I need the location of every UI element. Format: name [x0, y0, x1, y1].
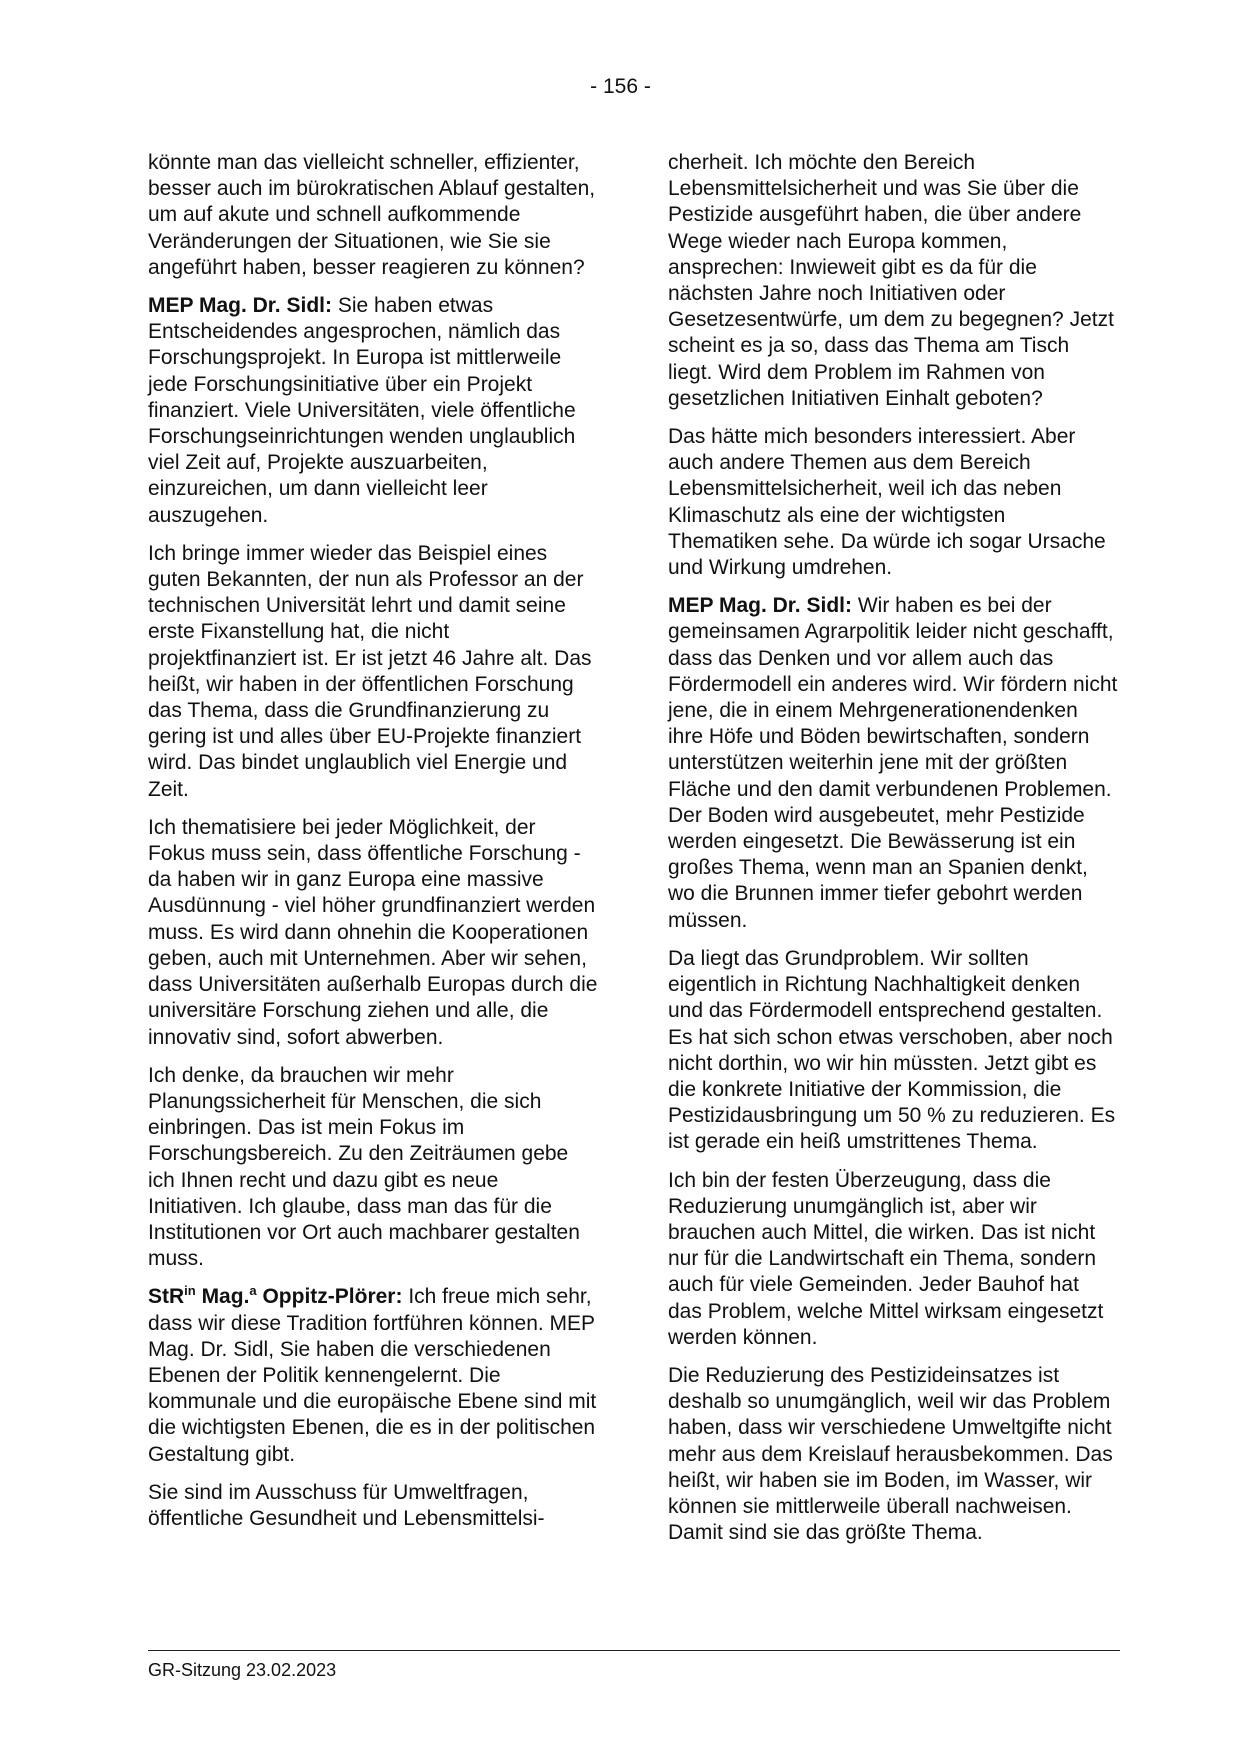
- paragraph: Ich denke, da brauchen wir mehr Planungssicherheit für Menschen, die sich einbringen. Das ist mein Fokus im Forschungsbereich. Zu den Zeiträumen gebe ich Ihnen recht und dazu gibt es neue Initiativen. Ich glaube, dass man das für die Institutionen vor Ort auch machbarer gestalten muss.: [148, 1063, 580, 1271]
- paragraph: [148, 1284, 598, 1467]
- speaker-surname: Oppitz-Plörer:: [256, 1285, 403, 1309]
- paragraph: Ich bringe immer wieder das Beispiel eines guten Bekannten, der nun als Professor an der technischen Universität lehrt und damit seine erste Fixanstellung hat, die nicht projektfinanziert ist. Er ist jetzt 46 Jahre alt. Das heißt, wir haben in der öffentlichen Forschung das Thema, dass die Grundfinanzierung zu gering ist und alles über EU-Projekte finanziert wird. Das bindet unglaublich viel Energie und Zeit.: [148, 541, 592, 801]
- footer-text: GR-Sitzung 23.02.2023: [148, 1660, 337, 1680]
- paragraph: Sie sind im Ausschuss für Umweltfragen, öffentliche Gesundheit und Lebensmittelsi-: [148, 1480, 545, 1530]
- paragraph: könnte man das vielleicht schneller, effizienter, besser auch im bürokratischen Ablauf gestalten, um auf akute und schnell aufkommende Veränderungen der Situationen, wie Sie sie angeführt haben, besser reagieren zu können?: [148, 151, 596, 279]
- page-number: - 156 -: [590, 75, 651, 98]
- paragraph: Da liegt das Grundproblem. Wir sollten eigentlich in Richtung Nachhaltigkeit denken und das Fördermodell entsprechend gestalten. Es hat sich schon etwas verschoben, aber noch nicht dorthin, wo wir hin müssten. Jetzt gibt es die konkrete Initiative der Kommission, die Pestizidausbringung um 50 % zu reduzieren. Es ist gerade ein heiß umstrittenes Thema.: [668, 946, 1116, 1154]
- footer-divider: [148, 1650, 1120, 1651]
- speaker-title-superscript: in: [184, 1283, 196, 1299]
- paragraph: Ich bin der festen Überzeugung, dass die Reduzierung unumgänglich ist, aber wir brauchen auch Mittel, die wirken. Das ist nicht nur für die Landwirtschaft ein Thema, sondern auch für viele Gemeinden. Jeder Bauhof hat das Problem, welche Mittel wirksam eingesetzt werden können.: [668, 1168, 1104, 1349]
- speaker-degree: Mag.: [195, 1285, 250, 1309]
- speaker-title: StR: [148, 1285, 185, 1309]
- paragraph: [668, 593, 1118, 934]
- paragraph: Die Reduzierung des Pestizideinsatzes ist deshalb so unumgänglich, weil wir das Problem haben, dass wir verschiedene Umweltgifte nicht mehr aus dem Kreislauf herausbekommen. Das heißt, wir haben sie im Boden, im Wasser, wir können sie mittlerweile überall nachweisen. Damit sind sie das größte Thema.: [668, 1363, 1113, 1545]
- paragraph: [148, 293, 598, 529]
- paragraph-text: Ich freue mich sehr, dass wir diese Tradition fortführen können. MEP Mag. Dr. Sidl, Sie haben die verschiedenen Ebenen der Politik kennengelernt. Die kommunale und die europäische Ebene sind mit die wichtigsten Ebenen, die es in der politischen Gestaltung gibt.: [148, 1285, 597, 1466]
- speaker-name: [148, 1285, 402, 1308]
- right-column: [668, 150, 1118, 1558]
- paragraph-text: Wir haben es bei der gemeinsamen Agrarpolitik leider nicht geschafft, dass das Denken und vor allem auch das Fördermodell ein anderes wird. Wir fördern nicht jene, die in einem Mehrgenerationendenken ihre Höfe und Böden bewirtschaften, sondern unterstützen weiterhin jene mit der größten Fläche und den damit verbundenen Problemen. Der Boden wird ausgebeutet, mehr Pestizide werden eingesetzt. Die Bewässerung ist ein großes Thema, wenn man an Spanien denkt, wo die Brunnen immer tiefer gebohrt werden müssen.: [668, 594, 1118, 932]
- paragraph: Das hätte mich besonders interessiert. Aber auch andere Themen aus dem Bereich Lebensmittelsicherheit, weil ich das neben Klimaschutz als eine der wichtigsten Thematiken sehe. Da würde ich sogar Ursache und Wirkung umdrehen.: [668, 425, 1106, 580]
- speaker-name: MEP Mag. Dr. Sidl:: [668, 594, 852, 618]
- speaker-degree-superscript: a: [249, 1283, 257, 1299]
- paragraph: Ich thematisiere bei jeder Möglichkeit, der Fokus muss sein, dass öffentliche Forschung - da haben wir in ganz Europa eine massive Ausdünnung - viel höher grundfinanziert werden muss. Es wird dann ohnehin die Kooperationen geben, auch mit Unternehmen. Aber wir sehen, dass Universitäten außerhalb Europas durch die universitäre Forschung ziehen und alle, die innovativ sind, sofort abwerben.: [148, 815, 598, 1049]
- paragraph: cherheit. Ich möchte den Bereich Lebensmittelsicherheit und was Sie über die Pestizide ausgeführt haben, die über andere Wege wieder nach Europa kommen, ansprechen: Inwieweit gibt es da für die nächsten Jahre noch Initiativen oder Gesetzesentwürfe, um dem zu begegnen? Jetzt scheint es ja so, dass das Thema am Tisch liegt. Wird dem Problem im Rahmen von gesetzlichen Initiativen Einhalt geboten?: [668, 151, 1114, 410]
- left-column: [148, 150, 598, 1544]
- paragraph-text: Sie haben etwas Entscheidendes angesprochen, nämlich das Forschungsprojekt. In Europa ist mittlerweile jede Forschungsinitiative über ein Projekt finanziert. Viele Universitäten, viele öffentliche Forschungseinrichtungen wenden unglaublich viel Zeit auf, Projekte auszuarbeiten, einzureichen, um dann vielleicht leer auszugehen.: [148, 294, 576, 527]
- speaker-name: MEP Mag. Dr. Sidl:: [148, 294, 332, 318]
